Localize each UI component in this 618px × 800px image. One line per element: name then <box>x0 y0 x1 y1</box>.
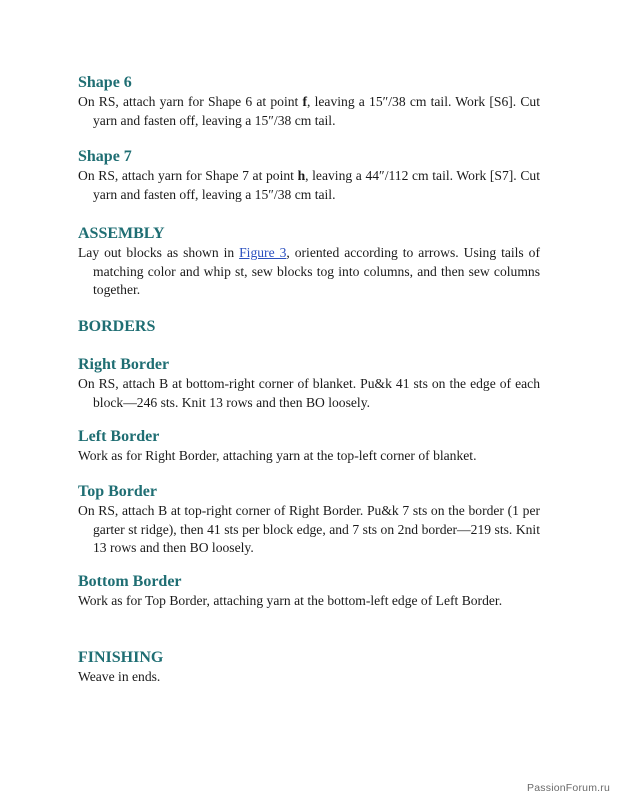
section-shape-7 <box>78 147 540 204</box>
watermark: PassionForum.ru <box>527 782 610 794</box>
figure-3-link[interactable]: Figure 3 <box>239 245 287 260</box>
paragraph-finishing: Weave in ends. <box>78 669 161 684</box>
heading-bottom-border: Bottom Border <box>78 573 182 590</box>
section-borders <box>78 317 540 337</box>
section-top-border <box>78 482 540 558</box>
paragraph-right-border: On RS, attach B at bottom-right corner of blanket. Pu&k 41 sts on the edge of each block—246 sts. Knit 13 rows and then BO loosely. <box>78 376 540 410</box>
section-bottom-border <box>78 572 540 611</box>
section-finishing <box>78 648 540 687</box>
heading-finishing: FINISHING <box>78 649 164 666</box>
heading-assembly: ASSEMBLY <box>78 225 165 242</box>
heading-borders: BORDERS <box>78 318 156 335</box>
paragraph-shape-7: On RS, attach yarn for Shape 7 at point h, leaving a 44″/112 cm tail. Work [S7]. Cut yarn and fasten off, leaving a 15″/38 cm tail. <box>78 168 540 202</box>
paragraph-bottom-border: Work as for Top Border, attaching yarn at the bottom-left edge of Left Border. <box>78 593 503 608</box>
section-left-border <box>78 427 540 466</box>
heading-shape-7: Shape 7 <box>78 148 132 165</box>
section-assembly <box>78 224 540 300</box>
heading-top-border: Top Border <box>78 483 157 500</box>
section-right-border <box>78 355 540 412</box>
paragraph-assembly: Lay out blocks as shown in Figure 3, oriented according to arrows. Using tails of matching color and whip st, sew blocks tog into columns, and then sew columns together. <box>78 245 540 298</box>
section-shape-6 <box>78 73 540 130</box>
paragraph-left-border: Work as for Right Border, attaching yarn at the top-left corner of blanket. <box>78 448 477 463</box>
heading-right-border: Right Border <box>78 356 170 373</box>
paragraph-shape-6: On RS, attach yarn for Shape 6 at point f, leaving a 15″/38 cm tail. Work [S6]. Cut yarn and fasten off, leaving a 15″/38 cm tail. <box>78 94 540 128</box>
heading-shape-6: Shape 6 <box>78 74 132 91</box>
heading-left-border: Left Border <box>78 428 160 445</box>
paragraph-top-border: On RS, attach B at top-right corner of Right Border. Pu&k 7 sts on the border (1 per garter st ridge), then 41 sts per block edge, and 7 sts on 2nd border—219 sts. Knit 13 rows and then BO loosely. <box>78 503 540 556</box>
